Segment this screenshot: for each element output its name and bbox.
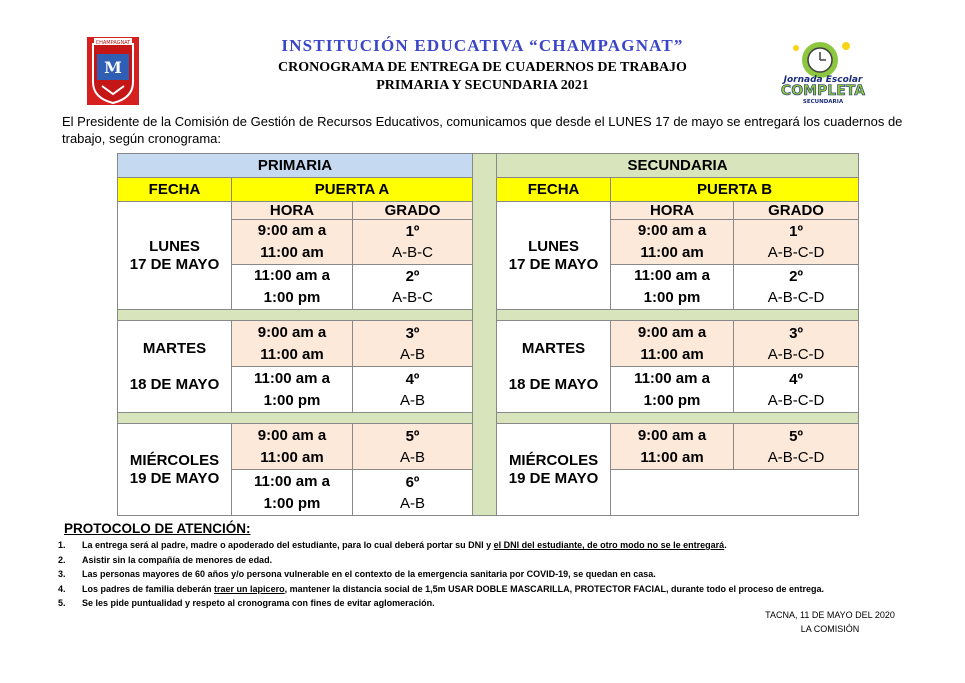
time-slot-sec: 11:00 am a 1:00 pm bbox=[611, 367, 734, 413]
time-slot: 11:00 am a 1:00 pm bbox=[232, 470, 353, 516]
secundaria-header: SECUNDARIA bbox=[497, 154, 859, 178]
day-cell: MIÉRCOLES 19 DE MAYO bbox=[118, 424, 232, 516]
time-slot-sec: 9:00 am a 11:00 am bbox=[611, 424, 734, 470]
time-slot-sec: 9:00 am a 11:00 am bbox=[611, 220, 734, 265]
document-title: CRONOGRAMA DE ENTREGA DE CUADERNOS DE TRABAJO bbox=[278, 60, 687, 75]
time-slot: 9:00 am a 11:00 am bbox=[232, 220, 353, 265]
day-cell-sec: MARTES 18 DE MAYO bbox=[497, 321, 611, 413]
row-separator bbox=[497, 413, 859, 424]
list-item: 2. Asistir sin la compañía de menores de edad. bbox=[58, 554, 273, 565]
time-slot: 9:00 am a 11:00 am bbox=[232, 424, 353, 470]
place-date: TACNA, 11 DE MAYO DEL 2020 bbox=[765, 610, 895, 620]
logo-line1: Jornada Escolar bbox=[783, 75, 863, 85]
grade-cell: 4º A-B bbox=[353, 367, 473, 413]
hora-header: HORA bbox=[232, 202, 353, 220]
crest-text: CHAMPAGNAT bbox=[95, 40, 131, 46]
svg-text:M: M bbox=[104, 58, 122, 77]
puerta-b-header: PUERTA B bbox=[611, 178, 859, 202]
time-slot-sec: 11:00 am a 1:00 pm bbox=[611, 265, 734, 310]
list-item: 4. Los padres de familia deberán traer un lapicero, mantener la distancia social de 1,5m USAR DOBLE MASCARILLA, PROTECTOR FACIAL, durante todo el proceso de entrega. bbox=[58, 583, 825, 594]
day-cell-sec: MIÉRCOLES 19 DE MAYO bbox=[497, 424, 611, 516]
time-slot-sec: 9:00 am a 11:00 am bbox=[611, 321, 734, 367]
list-item: 3. Las personas mayores de 60 años y/o persona vulnerable en el contexto de la emergencia sanitaria por COVID-19, se quedan en casa. bbox=[58, 569, 656, 579]
grade-cell: 5º A-B bbox=[353, 424, 473, 470]
grado-header: GRADO bbox=[353, 202, 473, 220]
logo-line3: SECUNDARIA bbox=[802, 99, 844, 105]
day-cell: LUNES 17 DE MAYO bbox=[118, 202, 232, 310]
grade-cell: 2º A-B-C bbox=[353, 265, 473, 310]
document-subtitle: PRIMARIA Y SECUNDARIA 2021 bbox=[376, 78, 589, 93]
grado-header-sec: GRADO bbox=[734, 202, 859, 220]
primaria-header: PRIMARIA bbox=[118, 154, 473, 178]
grade-cell-sec: 1º A-B-C-D bbox=[734, 220, 859, 265]
grade-cell-sec: 2º A-B-C-D bbox=[734, 265, 859, 310]
grade-cell: 3º A-B bbox=[353, 321, 473, 367]
fecha-header-sec: FECHA bbox=[497, 178, 611, 202]
grade-cell: 6º A-B bbox=[353, 470, 473, 516]
time-slot: 11:00 am a 1:00 pm bbox=[232, 265, 353, 310]
grade-cell-sec: 4º A-B-C-D bbox=[734, 367, 859, 413]
intro-paragraph: El Presidente de la Comisión de Gestión de Recursos Educativos, comunicamos que desde el LUNES 17 de mayo se entregará los cuadernos de trabajo, según cronograma: bbox=[62, 114, 903, 146]
empty-cell bbox=[611, 470, 859, 516]
fecha-header: FECHA bbox=[118, 178, 232, 202]
day-cell-sec: LUNES 17 DE MAYO bbox=[497, 202, 611, 310]
grade-cell: 1º A-B-C bbox=[353, 220, 473, 265]
time-slot: 9:00 am a 11:00 am bbox=[232, 321, 353, 367]
column-separator bbox=[473, 154, 497, 516]
list-item: 1. La entrega será al padre, madre o apoderado del estudiante, para lo cual deberá portar su DNI y el DNI del estudiante, de otro modo no se le entregará. bbox=[58, 540, 727, 550]
row-separator bbox=[118, 310, 473, 321]
grade-cell-sec: 5º A-B-C-D bbox=[734, 424, 859, 470]
puerta-a-header: PUERTA A bbox=[232, 178, 473, 202]
grade-cell-sec: 3º A-B-C-D bbox=[734, 321, 859, 367]
time-slot: 11:00 am a 1:00 pm bbox=[232, 367, 353, 413]
hora-header-sec: HORA bbox=[611, 202, 734, 220]
logo-line2: COMPLETA bbox=[780, 83, 866, 99]
school-title: INSTITUCIÓN EDUCATIVA “CHAMPAGNAT” bbox=[281, 36, 684, 55]
row-separator bbox=[497, 310, 859, 321]
schedule-table bbox=[117, 153, 859, 516]
protocol-list bbox=[58, 538, 938, 611]
protocol-title: PROTOCOLO DE ATENCIÓN: bbox=[64, 521, 251, 536]
signer: LA COMISIÓN bbox=[800, 624, 860, 634]
row-separator bbox=[118, 413, 473, 424]
list-item: 5. Se les pide puntualidad y respeto al cronograma con fines de evitar aglomeración. bbox=[58, 598, 435, 608]
day-cell: MARTES 18 DE MAYO bbox=[118, 321, 232, 413]
